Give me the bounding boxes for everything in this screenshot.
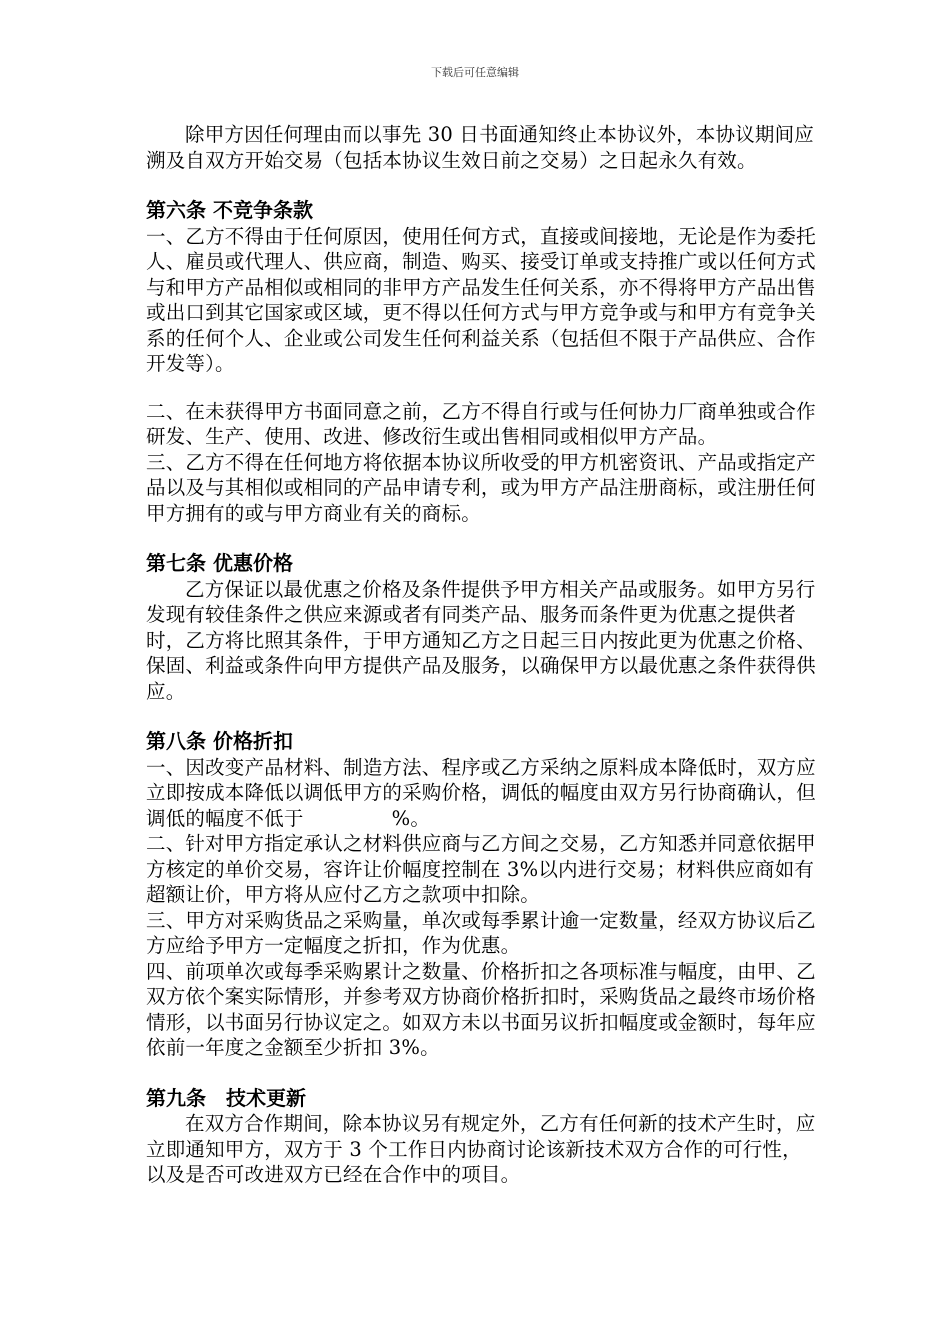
article-6-clause-2: 二、在未获得甲方书面同意之前，乙方不得自行或与任何协力厂商单独或合作研发、生产、使用、改进、修改衍生或出售相同或相似甲方产品。 — [146, 399, 816, 448]
article-8-clause-4: 四、前项单次或每季采购累计之数量、价格折扣之各项标准与幅度，由甲、乙双方依个案实际情形，并参考双方协商价格折扣时，采购货品之最终市场价格情形，以书面另行协议定之。如双方未以书面另议折扣幅度或金额时，每年应依前一年度之金额至少折扣 3%。 — [146, 959, 816, 1059]
article-8-clause-3: 三、甲方对采购货品之采购量，单次或每季累计逾一定数量，经双方协议后乙方应给予甲方一定幅度之折扣，作为优惠。 — [146, 908, 816, 957]
article-8-title: 第八条 价格折扣 — [146, 729, 293, 753]
document-body — [146, 122, 816, 1188]
article-7-title: 第七条 优惠价格 — [146, 551, 293, 575]
article-9-paragraph: 在双方合作期间，除本协议另有规定外，乙方有任何新的技术产生时，应立即通知甲方，双方于 3 个工作日内协商讨论该新技术双方合作的可行性，以及是否可改进双方已经在合作中的项目。 — [146, 1112, 816, 1186]
article-8-clause-2: 二、针对甲方指定承认之材料供应商与乙方间之交易，乙方知悉并同意依据甲方核定的单价交易，容许让价幅度控制在 3%以内进行交易；材料供应商如有超额让价，甲方将从应付乙方之款项中扣除。 — [146, 832, 816, 906]
article-7-paragraph: 乙方保证以最优惠之价格及条件提供予甲方相关产品或服务。如甲方另行发现有较佳条件之供应来源或者有同类产品、服务而条件更为优惠之提供者时，乙方将比照其条件，于甲方通知乙方之日起三日内按此更为优惠之价格、保固、利益或条件向甲方提供产品及服务，以确保甲方以最优惠之条件获得供应。 — [146, 577, 816, 703]
article-6-clause-3: 三、乙方不得在任何地方将依据本协议所收受的甲方机密资讯、产品或指定产品以及与其相似或相同的产品申请专利，或为甲方产品注册商标，或注册任何甲方拥有的或与甲方商业有关的商标。 — [146, 450, 816, 525]
article-8-clause-1-text: 一、因改变产品材料、制造方法、程序或乙方采纳之原料成本降低时，双方应立即按成本降低以调低甲方的采购价格，调低的幅度由双方另行协商确认，但调低的幅度不低于 — [146, 755, 816, 830]
article-8-clause-1 — [146, 755, 816, 832]
intro-paragraph: 除甲方因任何理由而以事先 30 日书面通知终止本协议外，本协议期间应溯及自双方开始交易（包括本协议生效日前之交易）之日起永久有效。 — [146, 123, 815, 172]
article-8-clause-1-percent: %。 — [391, 806, 431, 830]
article-9-title: 第九条 技术更新 — [146, 1085, 306, 1110]
page-header: 下载后可任意编辑 — [431, 66, 519, 79]
article-6-clause-1: 一、乙方不得由于任何原因，使用任何方式，直接或间接地，无论是作为委托人、雇员或代理人、供应商，制造、购买、接受订单或支持推广或以任何方式与和甲方产品相似或相同的非甲方产品发生任何关系，亦不得将甲方产品出售或出口到其它国家或区域，更不得以任何方式与甲方竞争或与和甲方有竞争关系的任何个人、企业或公司发生任何利益关系（包括但不限于产品供应、合作开发等）。 — [146, 224, 816, 375]
article-6-title: 第六条 不竞争条款 — [146, 198, 313, 222]
